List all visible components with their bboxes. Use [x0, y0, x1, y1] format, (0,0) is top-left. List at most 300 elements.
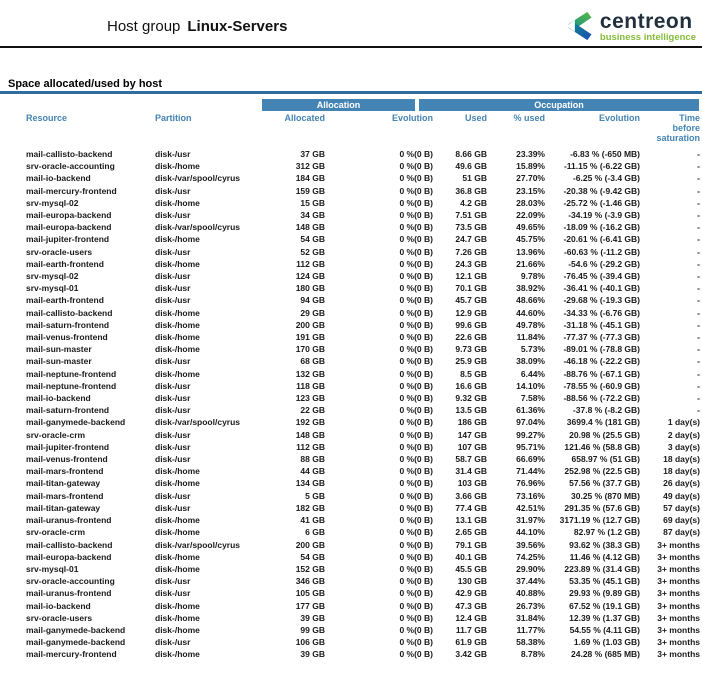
cell-used: 8.66 GB [455, 149, 487, 159]
cell-time-before-saturation: - [697, 234, 700, 245]
cell-alloc-evolution: 0 %(0 B) [399, 649, 433, 660]
cell-allocated: 106 GB [295, 637, 325, 648]
cell-resource: mail-mercury-frontend [26, 185, 117, 196]
cell-resource: mail-ganymede-backend [26, 417, 126, 428]
cell-used: 24.3 GB [455, 258, 487, 269]
cell-occ-evolution: -25.72 % (-1.46 GB) [563, 197, 640, 208]
cell-used: 9.73 GB [455, 344, 487, 355]
cell-pct-used: 38.09% [516, 356, 545, 367]
cell-resource: mail-io-backend [26, 600, 91, 611]
cell-time-before-saturation: - [697, 185, 700, 196]
cell-pct-used: 99.27% [516, 429, 545, 440]
cell-allocated: 52 GB [300, 246, 325, 257]
cell-alloc-evolution: 0 %(0 B) [399, 429, 433, 440]
cell-allocated: 88 GB [300, 454, 325, 465]
cell-allocated: 192 GB [295, 417, 325, 428]
centreon-logo [564, 11, 696, 43]
cell-time-before-saturation: - [697, 307, 700, 318]
cell-used: 45.7 GB [455, 295, 487, 306]
cell-alloc-evolution: 0 %(0 B) [399, 637, 433, 648]
cell-alloc-evolution: 0 %(0 B) [399, 344, 433, 355]
cell-occ-evolution: -78.55 % (-60.9 GB) [563, 380, 640, 391]
cell-used: 58.7 GB [455, 454, 487, 465]
cell-time-before-saturation: 2 day(s) [667, 429, 700, 440]
cell-alloc-evolution: 0 %(0 B) [399, 307, 433, 318]
cell-used: 24.7 GB [455, 234, 487, 245]
cell-occ-evolution: 24.28 % (685 MB) [571, 649, 640, 660]
cell-occ-evolution: 291.35 % (57.6 GB) [564, 502, 640, 513]
cell-partition: disk-/home [155, 478, 200, 489]
logo-text [600, 11, 696, 43]
cell-time-before-saturation: 57 day(s) [663, 502, 700, 513]
cell-alloc-evolution: 0 %(0 B) [399, 466, 433, 477]
cell-used: 40.1 GB [455, 551, 487, 562]
cell-allocated: 15 GB [300, 197, 325, 208]
cell-alloc-evolution: 0 %(0 B) [399, 624, 433, 635]
cell-pct-used: 45.75% [516, 234, 545, 245]
cell-allocated: 112 GB [296, 258, 325, 269]
cell-resource: mail-mars-frontend [26, 466, 104, 477]
cell-pct-used: 37.44% [516, 576, 545, 587]
cell-used: 8.5 GB [460, 368, 487, 379]
cell-alloc-evolution: 0 %(0 B) [399, 588, 433, 599]
cell-partition: disk-/usr [155, 576, 191, 587]
cell-occ-evolution: -20.61 % (-6.41 GB) [563, 234, 640, 245]
cell-resource: srv-mysql-01 [26, 283, 79, 294]
cell-pct-used: 31.84% [516, 612, 545, 623]
cell-resource: mail-neptune-frontend [26, 380, 117, 391]
cell-pct-used: 42.51% [516, 502, 545, 513]
table-row [0, 282, 702, 294]
cell-alloc-evolution: 0 %(0 B) [399, 258, 433, 269]
cell-allocated: 68 GB [300, 356, 325, 367]
table-row [0, 319, 702, 331]
cell-used: 73.5 GB [455, 222, 487, 233]
cell-time-before-saturation: - [697, 246, 700, 257]
cell-time-before-saturation: 69 day(s) [663, 515, 700, 526]
cell-resource: srv-oracle-users [26, 612, 93, 623]
cell-partition: disk-/home [155, 527, 200, 538]
cell-alloc-evolution: 0 %(0 B) [399, 527, 433, 538]
cell-allocated: 39 GB [300, 612, 325, 623]
cell-partition: disk-/home [155, 649, 200, 660]
table-row [0, 465, 702, 477]
cell-alloc-evolution: 0 %(0 B) [399, 600, 433, 611]
cell-used: 79.1 GB [455, 539, 487, 550]
page-title-hostgroup: Linux-Servers [187, 18, 288, 35]
cell-allocated: 124 GB [295, 271, 325, 282]
cell-pct-used: 97.04% [516, 417, 545, 428]
table-row [0, 429, 702, 441]
cell-resource: mail-callisto-backend [26, 149, 113, 159]
cell-resource: mail-europa-backend [26, 210, 112, 221]
table-row [0, 404, 702, 416]
table-row [0, 368, 702, 380]
cell-allocated: 180 GB [295, 283, 325, 294]
cell-alloc-evolution: 0 %(0 B) [399, 563, 433, 574]
table-row [0, 563, 702, 575]
cell-partition: disk-/home [155, 600, 200, 611]
cell-used: 16.6 GB [455, 380, 487, 391]
centreon-c-icon [564, 11, 594, 41]
cell-occ-evolution: 12.39 % (1.37 GB) [569, 612, 640, 623]
col-header-pct-used: % used [513, 113, 545, 123]
cell-alloc-evolution: 0 %(0 B) [399, 319, 433, 330]
cell-resource: mail-mars-frontend [26, 490, 104, 501]
cell-alloc-evolution: 0 %(0 B) [399, 551, 433, 562]
cell-partition: disk-/usr [155, 454, 191, 465]
cell-resource: mail-ganymede-backend [26, 624, 126, 635]
cell-allocated: 148 GB [295, 222, 325, 233]
cell-occ-evolution: 57.56 % (37.7 GB) [569, 478, 640, 489]
cell-occ-evolution: 82.97 % (1.2 GB) [573, 527, 640, 538]
table-row [0, 526, 702, 538]
cell-pct-used: 13.96% [516, 246, 545, 257]
cell-partition: disk-/usr [155, 246, 191, 257]
cell-pct-used: 66.69% [516, 454, 545, 465]
cell-resource: mail-earth-frontend [26, 295, 104, 306]
cell-resource: srv-mysql-02 [26, 271, 79, 282]
cell-resource: mail-ganymede-backend [26, 637, 126, 648]
cell-occ-evolution: 658.97 % (51 GB) [571, 454, 640, 465]
cell-alloc-evolution: 0 %(0 B) [399, 441, 433, 452]
cell-alloc-evolution: 0 %(0 B) [399, 368, 433, 379]
table-row [0, 270, 702, 282]
cell-allocated: 34 GB [300, 210, 325, 221]
cell-occ-evolution: 11.46 % (4.12 GB) [569, 551, 640, 562]
table-row [0, 185, 702, 197]
cell-allocated: 346 GB [295, 576, 325, 587]
cell-occ-evolution: -88.76 % (-67.1 GB) [563, 368, 640, 379]
cell-alloc-evolution: 0 %(0 B) [399, 332, 433, 343]
cell-allocated: 99 GB [300, 624, 325, 635]
section-title-rule [0, 91, 702, 94]
cell-occ-evolution: 121.46 % (58.8 GB) [564, 441, 640, 452]
cell-alloc-evolution: 0 %(0 B) [399, 576, 433, 587]
cell-alloc-evolution: 0 %(0 B) [399, 405, 433, 416]
cell-occ-evolution: -54.6 % (-29.2 GB) [568, 258, 640, 269]
col-header-resource: Resource [26, 113, 68, 123]
cell-partition: disk-/home [155, 368, 200, 379]
cell-allocated: 152 GB [295, 563, 325, 574]
cell-occ-evolution: -11.15 % (-6.22 GB) [563, 161, 640, 172]
cell-resource: srv-oracle-crm [26, 527, 86, 538]
cell-time-before-saturation: 3+ months [657, 637, 700, 648]
cell-resource: mail-mercury-frontend [26, 649, 117, 660]
table-row [0, 648, 702, 660]
cell-time-before-saturation: - [697, 332, 700, 343]
cell-occ-evolution: 54.55 % (4.11 GB) [569, 624, 640, 635]
cell-pct-used: 14.10% [516, 380, 545, 391]
cell-alloc-evolution: 0 %(0 B) [399, 149, 433, 159]
cell-occ-evolution: -46.18 % (-22.2 GB) [563, 356, 640, 367]
cell-time-before-saturation: 18 day(s) [663, 454, 700, 465]
cell-occ-evolution: -20.38 % (-9.42 GB) [563, 185, 640, 196]
cell-occ-evolution: -36.41 % (-40.1 GB) [563, 283, 640, 294]
cell-allocated: 177 GB [295, 600, 325, 611]
cell-used: 11.7 GB [455, 624, 487, 635]
table-row [0, 612, 702, 624]
cell-resource: mail-titan-gateway [26, 478, 101, 489]
section-title: Space allocated/used by host [8, 78, 163, 90]
cell-allocated: 170 GB [295, 344, 325, 355]
cell-pct-used: 38.92% [516, 283, 545, 294]
cell-pct-used: 22.09% [516, 210, 545, 221]
cell-used: 49.6 GB [455, 161, 487, 172]
cell-allocated: 105 GB [295, 588, 325, 599]
cell-allocated: 200 GB [295, 539, 325, 550]
cell-pct-used: 21.66% [516, 258, 545, 269]
cell-allocated: 39 GB [300, 649, 325, 660]
table-row [0, 392, 702, 404]
page-title [107, 18, 287, 35]
cell-alloc-evolution: 0 %(0 B) [399, 417, 433, 428]
table-row [0, 294, 702, 306]
cell-time-before-saturation: - [697, 197, 700, 208]
cell-occ-evolution: -88.56 % (-72.2 GB) [563, 393, 640, 404]
cell-pct-used: 27.70% [516, 173, 545, 184]
cell-alloc-evolution: 0 %(0 B) [399, 161, 433, 172]
cell-alloc-evolution: 0 %(0 B) [399, 295, 433, 306]
cell-partition: disk-/home [155, 563, 200, 574]
cell-alloc-evolution: 0 %(0 B) [399, 173, 433, 184]
cell-pct-used: 7.58% [520, 393, 545, 404]
cell-time-before-saturation: 3+ months [657, 649, 700, 660]
cell-time-before-saturation: 3+ months [657, 563, 700, 574]
cell-time-before-saturation: - [697, 271, 700, 282]
table-row [0, 441, 702, 453]
cell-partition: disk-/usr [155, 149, 191, 159]
cell-resource: srv-oracle-accounting [26, 161, 115, 172]
cell-pct-used: 5.73% [520, 344, 545, 355]
logo-tagline: business intelligence [599, 32, 696, 43]
cell-used: 130 GB [457, 576, 487, 587]
cell-partition: disk-/usr [155, 271, 191, 282]
cell-used: 186 GB [457, 417, 487, 428]
cell-used: 13.5 GB [455, 405, 487, 416]
cell-time-before-saturation: 3+ months [657, 588, 700, 599]
table-row [0, 600, 702, 612]
cell-used: 9.32 GB [455, 393, 487, 404]
cell-resource: mail-earth-frontend [26, 258, 104, 269]
cell-used: 51 GB [462, 173, 487, 184]
cell-alloc-evolution: 0 %(0 B) [399, 515, 433, 526]
table-row [0, 551, 702, 563]
table-row [0, 246, 702, 258]
cell-pct-used: 95.71% [516, 441, 545, 452]
cell-partition: disk-/home [155, 551, 200, 562]
cell-alloc-evolution: 0 %(0 B) [399, 246, 433, 257]
cell-partition: disk-/usr [155, 441, 191, 452]
cell-resource: mail-jupiter-frontend [26, 441, 110, 452]
cell-occ-evolution: -60.63 % (-11.2 GB) [563, 246, 640, 257]
col-header-partition: Partition [155, 113, 192, 123]
cell-pct-used: 71.44% [516, 466, 545, 477]
table-row [0, 636, 702, 648]
cell-pct-used: 11.77% [516, 624, 545, 635]
cell-used: 12.1 GB [455, 271, 487, 282]
cell-time-before-saturation: - [697, 173, 700, 184]
cell-allocated: 22 GB [300, 405, 325, 416]
cell-used: 2.65 GB [455, 527, 487, 538]
table-row [0, 355, 702, 367]
cell-resource: mail-venus-frontend [26, 454, 108, 465]
cell-used: 99.6 GB [455, 319, 487, 330]
cell-time-before-saturation: - [697, 283, 700, 294]
cell-used: 13.1 GB [455, 515, 487, 526]
table-row [0, 172, 702, 184]
cell-partition: disk-/usr [155, 283, 191, 294]
cell-pct-used: 6.44% [520, 368, 545, 379]
table-row [0, 575, 702, 587]
cell-pct-used: 48.66% [516, 295, 545, 306]
cell-allocated: 5 GB [305, 490, 325, 501]
table-row [0, 343, 702, 355]
table-row [0, 539, 702, 551]
cell-occ-evolution: 252.98 % (22.5 GB) [564, 466, 640, 477]
cell-time-before-saturation: - [697, 356, 700, 367]
cell-occ-evolution: 30.25 % (870 MB) [571, 490, 640, 501]
cell-alloc-evolution: 0 %(0 B) [399, 380, 433, 391]
cell-allocated: 184 GB [295, 173, 325, 184]
cell-occ-evolution: -29.68 % (-19.3 GB) [563, 295, 640, 306]
cell-alloc-evolution: 0 %(0 B) [399, 478, 433, 489]
cell-resource: mail-titan-gateway [26, 502, 101, 513]
cell-allocated: 312 GB [295, 161, 325, 172]
cell-occ-evolution: -18.09 % (-16.2 GB) [563, 222, 640, 233]
cell-partition: disk-/usr [155, 490, 191, 501]
table-body [0, 148, 702, 661]
cell-pct-used: 39.56% [516, 539, 545, 550]
cell-partition: disk-/usr [155, 295, 191, 306]
col-header-time-before-saturation: Time before saturation [656, 113, 700, 143]
table-row [0, 233, 702, 245]
cell-pct-used: 76.96% [516, 478, 545, 489]
page-title-prefix: Host group [107, 18, 181, 35]
cell-resource: srv-mysql-01 [26, 563, 79, 574]
cell-alloc-evolution: 0 %(0 B) [399, 393, 433, 404]
cell-partition: disk-/var/spool/cyrus [155, 539, 241, 550]
cell-pct-used: 23.15% [516, 185, 545, 196]
cell-alloc-evolution: 0 %(0 B) [399, 222, 433, 233]
table-row [0, 453, 702, 465]
cell-partition: disk-/home [155, 319, 200, 330]
cell-used: 70.1 GB [455, 283, 487, 294]
cell-partition: disk-/home [155, 344, 200, 355]
col-header-allocated: Allocated [284, 113, 325, 123]
cell-resource: srv-oracle-crm [26, 429, 86, 440]
cell-alloc-evolution: 0 %(0 B) [399, 283, 433, 294]
cell-pct-used: 74.25% [516, 551, 545, 562]
cell-allocated: 182 GB [295, 502, 325, 513]
cell-occ-evolution: 67.52 % (19.1 GB) [569, 600, 640, 611]
cell-allocated: 112 GB [296, 441, 325, 452]
cell-used: 147 GB [457, 429, 487, 440]
cell-used: 7.51 GB [455, 210, 487, 221]
cell-occ-evolution: -31.18 % (-45.1 GB) [563, 319, 640, 330]
cell-partition: disk-/usr [155, 502, 191, 513]
cell-time-before-saturation: 26 day(s) [663, 478, 700, 489]
cell-alloc-evolution: 0 %(0 B) [399, 454, 433, 465]
cell-used: 12.9 GB [455, 307, 487, 318]
cell-time-before-saturation: - [697, 344, 700, 355]
cell-time-before-saturation: 87 day(s) [663, 527, 700, 538]
cell-time-before-saturation: - [697, 161, 700, 172]
cell-resource: mail-sun-master [26, 356, 92, 367]
cell-alloc-evolution: 0 %(0 B) [399, 210, 433, 221]
cell-partition: disk-/home [155, 332, 200, 343]
cell-occ-evolution: -34.19 % (-3.9 GB) [568, 210, 640, 221]
cell-time-before-saturation: - [697, 380, 700, 391]
cell-partition: disk-/home [155, 624, 200, 635]
cell-time-before-saturation: - [697, 295, 700, 306]
cell-occ-evolution: 3171.19 % (12.7 GB) [559, 515, 640, 526]
cell-resource: mail-neptune-frontend [26, 368, 117, 379]
cell-resource: mail-saturn-frontend [26, 319, 110, 330]
table-row [0, 307, 702, 319]
cell-time-before-saturation: - [697, 405, 700, 416]
cell-occ-evolution: -6.25 % (-3.4 GB) [572, 173, 640, 184]
cell-pct-used: 15.89% [516, 161, 545, 172]
cell-pct-used: 58.38% [516, 637, 545, 648]
table-row [0, 209, 702, 221]
cell-allocated: 123 GB [295, 393, 325, 404]
cell-time-before-saturation: 3+ months [657, 576, 700, 587]
cell-partition: disk-/usr [155, 380, 191, 391]
cell-time-before-saturation: 18 day(s) [663, 466, 700, 477]
cell-resource: mail-venus-frontend [26, 332, 108, 343]
cell-resource: mail-io-backend [26, 393, 91, 404]
group-header-allocation: Allocation [262, 99, 415, 111]
logo-brand: centreon [599, 10, 693, 33]
cell-occ-evolution: 29.93 % (9.89 GB) [569, 588, 640, 599]
cell-time-before-saturation: - [697, 368, 700, 379]
cell-allocated: 159 GB [295, 185, 325, 196]
cell-occ-evolution: -76.45 % (-39.4 GB) [563, 271, 640, 282]
cell-used: 22.6 GB [455, 332, 487, 343]
cell-used: 3.42 GB [455, 649, 487, 660]
cell-time-before-saturation: 3+ months [657, 600, 700, 611]
cell-allocated: 118 GB [296, 380, 325, 391]
cell-partition: disk-/home [155, 197, 200, 208]
cell-pct-used: 61.36% [516, 405, 545, 416]
cell-pct-used: 49.65% [516, 222, 545, 233]
cell-occ-evolution: -34.33 % (-6.76 GB) [563, 307, 640, 318]
cell-resource: mail-europa-backend [26, 551, 112, 562]
table-row [0, 221, 702, 233]
column-header-row [0, 113, 702, 143]
cell-time-before-saturation: 49 day(s) [663, 490, 700, 501]
cell-resource: srv-mysql-02 [26, 197, 79, 208]
cell-pct-used: 28.03% [516, 197, 545, 208]
cell-pct-used: 26.73% [516, 600, 545, 611]
cell-partition: disk-/usr [155, 588, 191, 599]
cell-allocated: 132 GB [295, 368, 325, 379]
cell-resource: mail-io-backend [26, 173, 91, 184]
cell-occ-evolution: 3699.4 % (181 GB) [566, 417, 640, 428]
cell-alloc-evolution: 0 %(0 B) [399, 185, 433, 196]
cell-alloc-evolution: 0 %(0 B) [399, 539, 433, 550]
col-header-occ-evolution: Evolution [599, 113, 640, 123]
cell-partition: disk-/var/spool/cyrus [155, 417, 241, 428]
cell-used: 107 GB [457, 441, 487, 452]
cell-occ-evolution: -77.37 % (-77.3 GB) [563, 332, 640, 343]
cell-alloc-evolution: 0 %(0 B) [399, 234, 433, 245]
cell-resource: mail-callisto-backend [26, 539, 113, 550]
cell-occ-evolution: 223.89 % (31.4 GB) [564, 563, 640, 574]
table-row [0, 416, 702, 428]
cell-allocated: 94 GB [300, 295, 325, 306]
